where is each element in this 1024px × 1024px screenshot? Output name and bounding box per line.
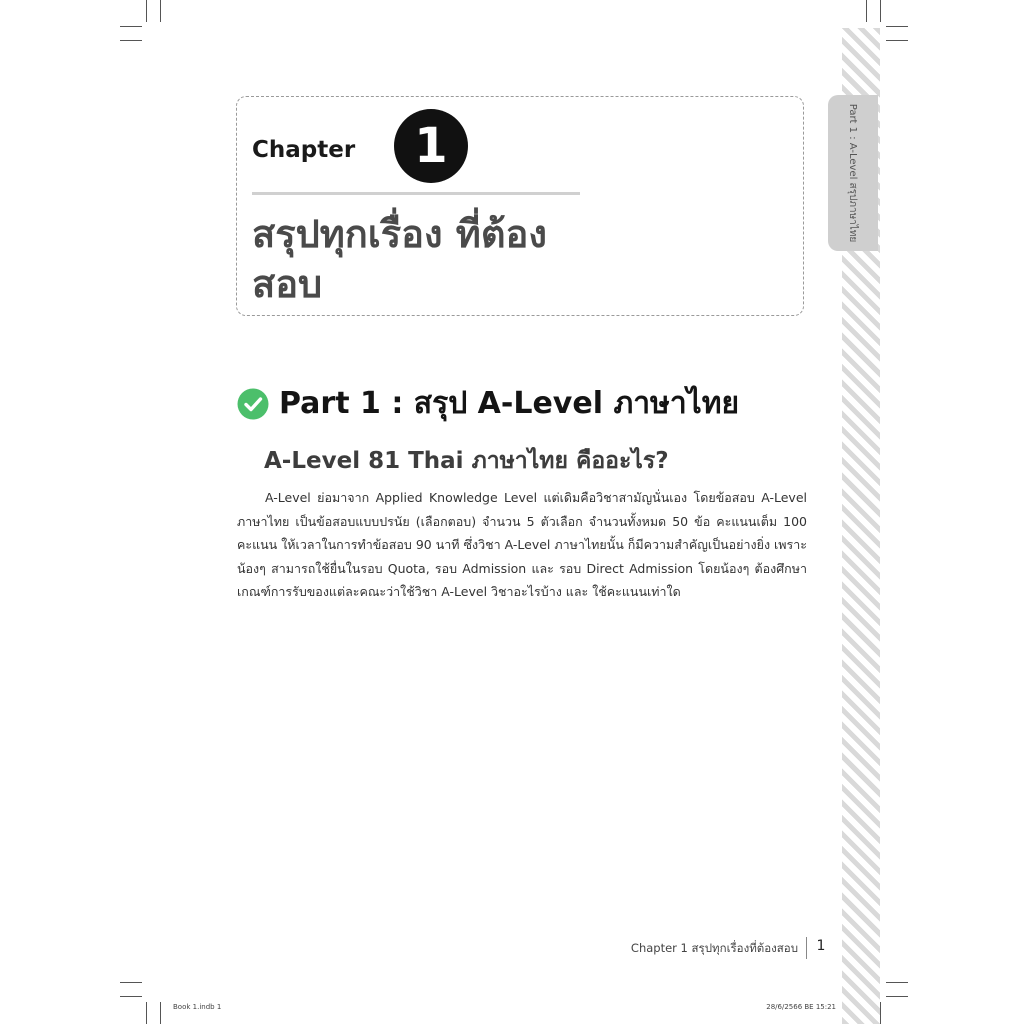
- running-footer-title: Chapter 1 สรุปทุกเรื่องที่ต้องสอบ: [630, 941, 798, 955]
- page-number: 1: [816, 938, 826, 954]
- slug-filename: Book 1.indb 1: [173, 1003, 222, 1011]
- slug-timestamp: 28/6/2566 BE 15:21: [766, 1003, 836, 1011]
- crop-mark: [160, 0, 161, 22]
- crop-mark: [160, 1002, 161, 1024]
- crop-mark: [146, 0, 147, 22]
- crop-mark: [120, 982, 142, 983]
- crop-mark: [146, 1002, 147, 1024]
- crop-mark: [120, 996, 142, 997]
- crop-mark: [886, 40, 908, 41]
- crop-mark: [886, 26, 908, 27]
- footer-divider: [806, 937, 807, 959]
- part-heading: [237, 380, 739, 427]
- crop-mark: [880, 0, 881, 22]
- crop-mark: [120, 26, 142, 27]
- check-circle-icon: [237, 388, 269, 420]
- crop-mark: [866, 0, 867, 22]
- chapter-label: Chapter: [252, 137, 356, 163]
- section-heading: A-Level 81 Thai ภาษาไทย คืออะไร?: [264, 448, 669, 474]
- chapter-header-box: [236, 96, 804, 316]
- crop-mark: [886, 982, 908, 983]
- body-paragraph: A-Level ย่อมาจาก Applied Knowledge Level แต่เดิมคือวิชาสามัญนั่นเอง โดยข้อสอบ A-Level ภาษาไทย เป็นข้อสอบแบบปรนัย (เลือกตอบ) จำนวน 5 ตัวเลือก จำนวนทั้งหมด 50 ข้อ คะแนนเต็ม 100 คะแนน ให้เวลาในการทำข้อสอบ 90 นาที ซึ่งวิชา A-Level ภาษาไทยนั้น ก็มีความสำคัญเป็นอย่างยิ่ง เพราะน้องๆ สามารถใช้ยื่นในรอบ Quota, รอบ Admission และ รอบ Direct Admission โดยน้องๆ ต้องศึกษาเกณฑ์การรับของแต่ละคณะว่าใช้วิชา A-Level วิชาอะไรบ้าง และ ใช้คะแนนเท่าใด: [237, 490, 807, 599]
- part-title: Part 1 : สรุป A-Level ภาษาไทย: [279, 386, 740, 421]
- crop-mark: [880, 1002, 881, 1024]
- chapter-number-badge: 1: [394, 109, 468, 183]
- side-tab-label: Part 1 : A-Level สรุปภาษาไทย: [847, 103, 859, 243]
- crop-mark: [886, 996, 908, 997]
- section-side-tab: [828, 95, 878, 251]
- chapter-divider: [252, 192, 580, 195]
- crop-mark: [120, 40, 142, 41]
- chapter-title: สรุปทุกเรื่อง ที่ต้องสอบ: [252, 212, 547, 306]
